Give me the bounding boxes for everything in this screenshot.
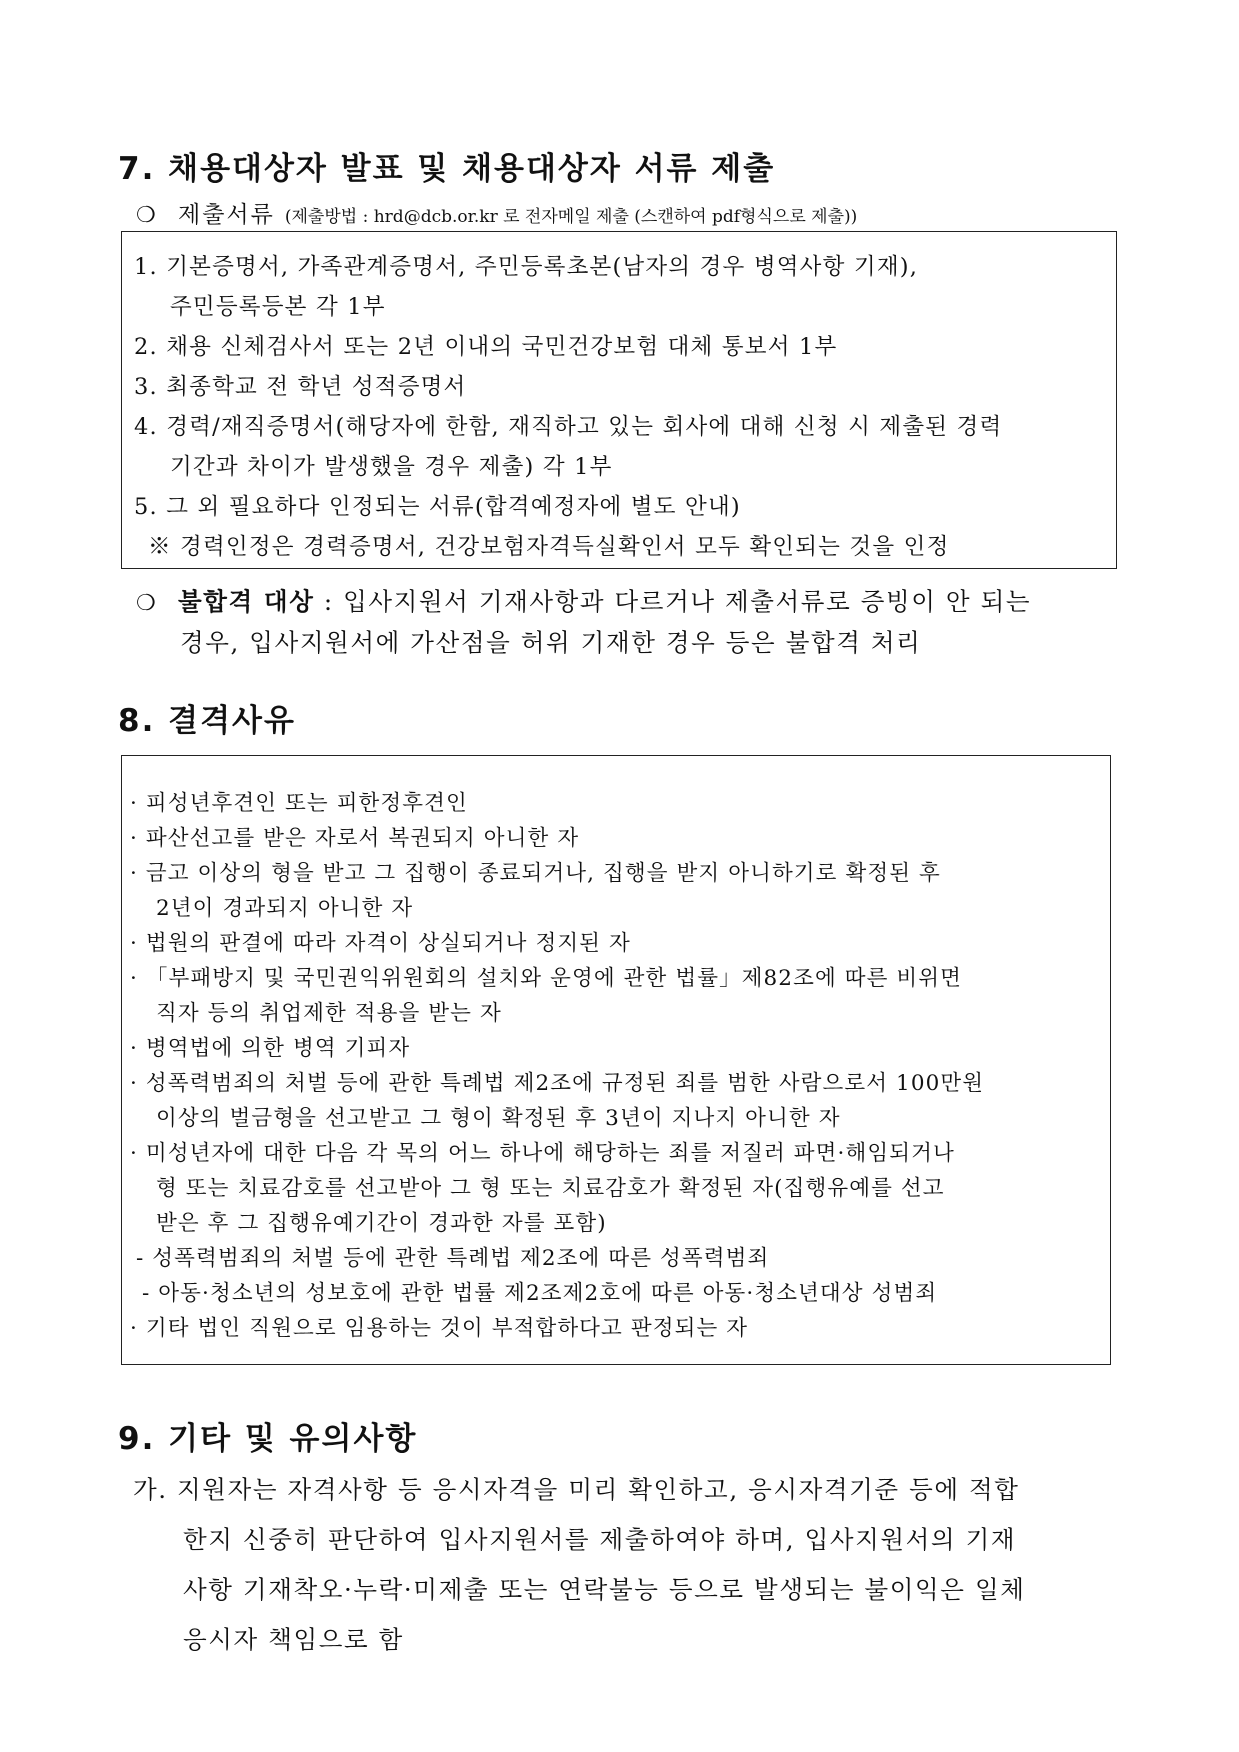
doc-item-4: 4. 경력/재직증명서(해당자에 한함, 재직하고 있는 회사에 대해 신청 시 제출된 경력: [134, 414, 1003, 440]
submit-documents-label: 제출서류: [178, 202, 275, 228]
submit-documents-line: [136, 196, 857, 229]
disqualification-item: · 파산선고를 받은 자로서 복권되지 아니한 자: [130, 826, 580, 851]
disqualification-item-cont: 형 또는 치료감호를 선고받아 그 형 또는 치료감호가 확정된 자(집행유예를 선고: [156, 1176, 945, 1201]
disqualification-item-cont: 이상의 벌금형을 선고받고 그 형이 확정된 후 3년이 지나지 아니한 자: [156, 1106, 841, 1131]
disqualification-subitem: - 아동·청소년의 성보호에 관한 법률 제2조제2호에 따른 아동·청소년대상 성범죄: [142, 1281, 938, 1306]
disqualification-item: · 병역법에 의한 병역 기피자: [130, 1036, 411, 1061]
disqualification-item: · 기타 법인 직원으로 임용하는 것이 부적합하다고 판정되는 자: [130, 1316, 749, 1341]
notice-item-ga-cont: 사항 기재착오·누락·미제출 또는 연락불능 등으로 발생되는 불이익은 일체: [183, 1575, 1026, 1604]
section-7-heading: 7. 채용대상자 발표 및 채용대상자 서류 제출: [118, 151, 776, 187]
section-8-heading: 8. 결격사유: [118, 703, 296, 739]
disqualification-item-cont: 받은 후 그 집행유예기간이 경과한 자를 포함): [156, 1211, 607, 1236]
fail-criteria-text-cont: 경우, 입사지원서에 가산점을 허위 기재한 경우 등은 불합격 처리: [180, 628, 922, 657]
circle-bullet-icon: ❍: [136, 203, 156, 228]
notice-item-ga-cont: 한지 신중히 판단하여 입사지원서를 제출하여야 하며, 입사지원서의 기재: [183, 1525, 1017, 1554]
submit-method-note: (제출방법 : hrd@dcb.or.kr 로 전자메일 제출 (스캔하여 pdf형식으로 제출)): [284, 207, 858, 227]
disqualification-item: · 피성년후견인 또는 피한정후견인: [130, 791, 468, 816]
fail-criteria-line: [136, 583, 1031, 618]
section-9-heading: 9. 기타 및 유의사항: [118, 1421, 418, 1457]
fail-criteria-text: : 입사지원서 기재사항과 다르거나 제출서류로 증빙이 안 되는: [314, 587, 1032, 616]
disqualification-item: · 미성년자에 대한 다음 각 목의 어느 하나에 해당하는 죄를 저질러 파면·해임되거나: [130, 1141, 955, 1166]
disqualification-item: · 법원의 판결에 따라 자격이 상실되거나 정지된 자: [130, 931, 631, 956]
doc-item-3: 3. 최종학교 전 학년 성적증명서: [134, 374, 467, 400]
career-recognition-note: ※ 경력인정은 경력증명서, 건강보험자격득실확인서 모두 확인되는 것을 인정: [148, 534, 950, 560]
fail-criteria-label: 불합격 대상: [178, 587, 315, 616]
doc-item-1-cont: 주민등록등본 각 1부: [170, 294, 386, 320]
required-documents-box: [121, 231, 1117, 569]
disqualification-box: [121, 755, 1111, 1365]
notice-item-ga: 가. 지원자는 자격사항 등 응시자격을 미리 확인하고, 응시자격기준 등에 적합: [133, 1475, 1020, 1504]
disqualification-item: · 금고 이상의 형을 받고 그 집행이 종료되거나, 집행을 받지 아니하기로 확정된 후: [130, 861, 941, 886]
disqualification-item: · 「부패방지 및 국민권익위원회의 설치와 운영에 관한 법률」제82조에 따른 비위면: [130, 966, 963, 991]
circle-bullet-icon: ❍: [136, 591, 158, 616]
disqualification-item-cont: 2년이 경과되지 아니한 자: [156, 896, 414, 921]
disqualification-item-cont: 직자 등의 취업제한 적용을 받는 자: [156, 1001, 502, 1026]
doc-item-5: 5. 그 외 필요하다 인정되는 서류(합격예정자에 별도 안내): [134, 494, 741, 520]
disqualification-subitem: - 성폭력범죄의 처벌 등에 관한 특례법 제2조에 따른 성폭력범죄: [136, 1246, 770, 1271]
notice-item-ga-cont: 응시자 책임으로 함: [183, 1625, 404, 1654]
disqualification-item: · 성폭력범죄의 처벌 등에 관한 특례법 제2조에 규정된 죄를 범한 사람으로서 100만원: [130, 1071, 985, 1096]
doc-item-1: 1. 기본증명서, 가족관계증명서, 주민등록초본(남자의 경우 병역사항 기재),: [134, 254, 919, 280]
doc-item-4-cont: 기간과 차이가 발생했을 경우 제출) 각 1부: [170, 454, 613, 480]
doc-item-2: 2. 채용 신체검사서 또는 2년 이내의 국민건강보험 대체 통보서 1부: [134, 334, 838, 360]
